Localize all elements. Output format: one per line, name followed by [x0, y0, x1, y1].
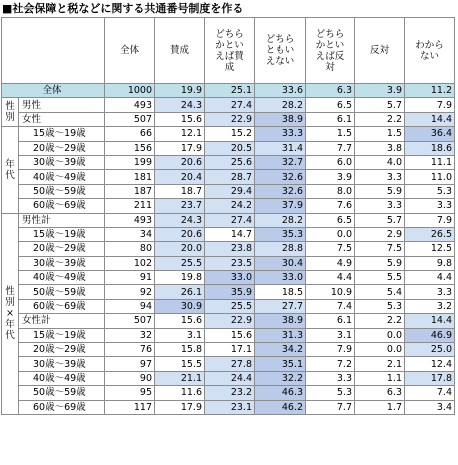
data-cell: 76 [105, 343, 155, 357]
data-cell: 4.0 [355, 155, 405, 169]
data-cell: 507 [105, 314, 155, 328]
data-cell: 18.6 [405, 141, 455, 155]
row-label: 20歳～29歳 [19, 343, 105, 357]
row-label: 20歳～29歳 [19, 141, 105, 155]
group-label-gender: 性 別 [2, 98, 19, 127]
data-cell: 15.8 [155, 343, 205, 357]
data-cell: 6.5 [306, 98, 355, 112]
data-cell: 24.2 [205, 199, 255, 213]
survey-table [1, 17, 455, 415]
data-cell: 46.9 [405, 328, 455, 342]
table-row [2, 386, 455, 400]
data-cell: 15.6 [155, 314, 205, 328]
data-cell: 19.9 [155, 84, 205, 98]
data-cell: 25.1 [205, 84, 255, 98]
table-row [2, 84, 455, 98]
data-cell: 6.3 [355, 386, 405, 400]
table-row [2, 271, 455, 285]
data-cell: 3.8 [355, 141, 405, 155]
data-cell: 12.1 [155, 127, 205, 141]
data-cell: 35.3 [255, 227, 306, 241]
data-cell: 33.6 [255, 84, 306, 98]
data-cell: 7.7 [306, 141, 355, 155]
data-cell: 493 [105, 98, 155, 112]
data-cell: 20.6 [155, 227, 205, 241]
data-cell: 28.8 [255, 242, 306, 256]
data-cell: 5.9 [355, 184, 405, 198]
data-cell: 17.1 [205, 343, 255, 357]
data-cell: 19.8 [155, 271, 205, 285]
data-cell: 18.7 [155, 184, 205, 198]
data-cell: 27.4 [205, 213, 255, 227]
data-cell: 2.1 [355, 357, 405, 371]
data-cell: 23.5 [205, 256, 255, 270]
data-cell: 32.6 [255, 184, 306, 198]
data-cell: 90 [105, 371, 155, 385]
data-cell: 24.4 [205, 371, 255, 385]
data-cell: 17.9 [155, 141, 205, 155]
row-label: 男性 [19, 98, 105, 112]
data-cell: 3.2 [405, 299, 455, 313]
data-cell: 25.5 [155, 256, 205, 270]
table-row [2, 98, 455, 112]
table-row [2, 343, 455, 357]
data-cell: 5.3 [355, 299, 405, 313]
data-cell: 1.7 [355, 400, 405, 414]
data-cell: 27.7 [255, 299, 306, 313]
data-cell: 92 [105, 285, 155, 299]
data-cell: 14.4 [405, 112, 455, 126]
data-cell: 507 [105, 112, 155, 126]
data-cell: 12.5 [405, 242, 455, 256]
data-cell: 3.3 [306, 371, 355, 385]
data-cell: 7.4 [405, 386, 455, 400]
data-cell: 15.5 [155, 357, 205, 371]
data-cell: 3.1 [306, 328, 355, 342]
row-label: 50歳～59歳 [19, 184, 105, 198]
table-row [2, 199, 455, 213]
data-cell: 66 [105, 127, 155, 141]
data-cell: 0.0 [306, 227, 355, 241]
data-cell: 3.1 [155, 328, 205, 342]
data-cell: 15.6 [205, 328, 255, 342]
data-cell: 2.2 [355, 112, 405, 126]
data-cell: 6.0 [306, 155, 355, 169]
data-cell: 3.9 [306, 170, 355, 184]
data-cell: 32.6 [255, 170, 306, 184]
data-cell: 199 [105, 155, 155, 169]
data-cell: 22.9 [205, 112, 255, 126]
data-cell: 6.1 [306, 112, 355, 126]
data-cell: 9.8 [405, 256, 455, 270]
data-cell: 31.3 [255, 328, 306, 342]
row-label: 全体 [2, 84, 105, 98]
header-corner [2, 18, 105, 84]
data-cell: 14.4 [405, 314, 455, 328]
data-cell: 5.5 [355, 271, 405, 285]
data-cell: 5.4 [355, 285, 405, 299]
data-cell: 7.5 [306, 242, 355, 256]
table-row [2, 141, 455, 155]
row-label: 30歳～39歳 [19, 155, 105, 169]
data-cell: 3.9 [355, 84, 405, 98]
data-cell: 1.5 [355, 127, 405, 141]
data-cell: 34 [105, 227, 155, 241]
data-cell: 26.5 [405, 227, 455, 241]
data-cell: 7.5 [355, 242, 405, 256]
data-cell: 12.4 [405, 357, 455, 371]
data-cell: 30.9 [155, 299, 205, 313]
row-label: 20歳～29歳 [19, 242, 105, 256]
data-cell: 3.3 [355, 170, 405, 184]
data-cell: 3.3 [355, 199, 405, 213]
row-label: 40歳～49歳 [19, 371, 105, 385]
table-row [2, 170, 455, 184]
row-label: 50歳～59歳 [19, 285, 105, 299]
data-cell: 29.4 [205, 184, 255, 198]
data-cell: 3.3 [405, 199, 455, 213]
table-row [2, 242, 455, 256]
data-cell: 4.4 [405, 271, 455, 285]
table-row [2, 256, 455, 270]
data-cell: 25.0 [405, 343, 455, 357]
data-cell: 10.9 [306, 285, 355, 299]
data-cell: 28.2 [255, 213, 306, 227]
data-cell: 0.0 [355, 343, 405, 357]
data-cell: 5.3 [405, 184, 455, 198]
data-cell: 4.4 [306, 271, 355, 285]
data-cell: 2.2 [355, 314, 405, 328]
data-cell: 32 [105, 328, 155, 342]
data-cell: 4.9 [306, 256, 355, 270]
data-cell: 11.1 [405, 155, 455, 169]
data-cell: 91 [105, 271, 155, 285]
row-label: 女性計 [19, 314, 105, 328]
data-cell: 35.9 [205, 285, 255, 299]
group-label-gender-age: 性 別 × 年 代 [2, 213, 19, 414]
row-label: 女性 [19, 112, 105, 126]
data-cell: 24.3 [155, 213, 205, 227]
col-header: 全体 [105, 18, 155, 84]
data-cell: 28.2 [255, 98, 306, 112]
col-header: どちら かとい えば反 対 [306, 18, 355, 84]
data-cell: 22.9 [205, 314, 255, 328]
data-cell: 30.4 [255, 256, 306, 270]
data-cell: 1.5 [306, 127, 355, 141]
col-header: どちら かとい えば賛 成 [205, 18, 255, 84]
data-cell: 24.3 [155, 98, 205, 112]
table-row [2, 400, 455, 414]
data-cell: 5.9 [355, 256, 405, 270]
data-cell: 7.7 [306, 400, 355, 414]
table-title: ■社会保障と税などに関する共通番号制度を作る [2, 2, 244, 15]
data-cell: 37.9 [255, 199, 306, 213]
col-header: 反対 [355, 18, 405, 84]
data-cell: 23.1 [205, 400, 255, 414]
group-label-age: 年 代 [2, 127, 19, 213]
data-cell: 1000 [105, 84, 155, 98]
table-row [2, 371, 455, 385]
table-row [2, 155, 455, 169]
data-cell: 6.5 [306, 213, 355, 227]
data-cell: 17.9 [155, 400, 205, 414]
data-cell: 3.4 [405, 400, 455, 414]
data-cell: 11.2 [405, 84, 455, 98]
col-header: どちら ともい えない [255, 18, 306, 84]
data-cell: 25.5 [205, 299, 255, 313]
data-cell: 117 [105, 400, 155, 414]
data-cell: 7.9 [405, 98, 455, 112]
data-cell: 156 [105, 141, 155, 155]
data-cell: 11.6 [155, 386, 205, 400]
data-cell: 35.1 [255, 357, 306, 371]
data-cell: 36.4 [405, 127, 455, 141]
data-cell: 25.6 [205, 155, 255, 169]
data-cell: 32.2 [255, 371, 306, 385]
table-row [2, 127, 455, 141]
data-cell: 34.2 [255, 343, 306, 357]
data-cell: 181 [105, 170, 155, 184]
data-cell: 97 [105, 357, 155, 371]
data-cell: 26.1 [155, 285, 205, 299]
data-cell: 31.4 [255, 141, 306, 155]
data-cell: 187 [105, 184, 155, 198]
data-cell: 94 [105, 299, 155, 313]
table-row [2, 184, 455, 198]
table-row [2, 227, 455, 241]
data-cell: 20.6 [155, 155, 205, 169]
row-label: 60歳～69歳 [19, 400, 105, 414]
col-header: 賛成 [155, 18, 205, 84]
data-cell: 1.1 [355, 371, 405, 385]
row-label: 15歳～19歳 [19, 227, 105, 241]
table-row [2, 357, 455, 371]
data-cell: 211 [105, 199, 155, 213]
table-row [2, 328, 455, 342]
row-label: 60歳～69歳 [19, 199, 105, 213]
data-cell: 80 [105, 242, 155, 256]
data-cell: 23.8 [205, 242, 255, 256]
row-label: 30歳～39歳 [19, 256, 105, 270]
data-cell: 38.9 [255, 112, 306, 126]
data-cell: 21.1 [155, 371, 205, 385]
data-cell: 33.0 [205, 271, 255, 285]
data-cell: 5.3 [306, 386, 355, 400]
data-cell: 5.7 [355, 213, 405, 227]
row-label: 15歳～19歳 [19, 328, 105, 342]
data-cell: 14.7 [205, 227, 255, 241]
row-label: 50歳～59歳 [19, 386, 105, 400]
table-body [2, 84, 455, 415]
data-cell: 0.0 [355, 328, 405, 342]
data-cell: 2.9 [355, 227, 405, 241]
table-row [2, 112, 455, 126]
data-cell: 23.7 [155, 199, 205, 213]
data-cell: 17.8 [405, 371, 455, 385]
data-cell: 6.1 [306, 314, 355, 328]
table-row [2, 299, 455, 313]
col-header: わから ない [405, 18, 455, 84]
data-cell: 23.2 [205, 386, 255, 400]
data-cell: 7.6 [306, 199, 355, 213]
data-cell: 15.2 [205, 127, 255, 141]
data-cell: 6.3 [306, 84, 355, 98]
data-cell: 102 [105, 256, 155, 270]
row-label: 40歳～49歳 [19, 271, 105, 285]
row-label: 男性計 [19, 213, 105, 227]
row-label: 40歳～49歳 [19, 170, 105, 184]
data-cell: 7.9 [405, 213, 455, 227]
data-cell: 20.5 [205, 141, 255, 155]
data-cell: 7.4 [306, 299, 355, 313]
table-row [2, 213, 455, 227]
data-cell: 3.3 [405, 285, 455, 299]
table-row [2, 285, 455, 299]
data-cell: 38.9 [255, 314, 306, 328]
row-label: 60歳～69歳 [19, 299, 105, 313]
table-row [2, 314, 455, 328]
data-cell: 95 [105, 386, 155, 400]
data-cell: 28.7 [205, 170, 255, 184]
data-cell: 27.4 [205, 98, 255, 112]
data-cell: 46.2 [255, 400, 306, 414]
data-cell: 493 [105, 213, 155, 227]
data-cell: 5.7 [355, 98, 405, 112]
data-cell: 46.3 [255, 386, 306, 400]
data-cell: 27.8 [205, 357, 255, 371]
data-cell: 7.9 [306, 343, 355, 357]
data-cell: 20.4 [155, 170, 205, 184]
data-cell: 18.5 [255, 285, 306, 299]
header-row [2, 18, 455, 84]
data-cell: 15.6 [155, 112, 205, 126]
data-cell: 33.0 [255, 271, 306, 285]
data-cell: 32.7 [255, 155, 306, 169]
data-cell: 7.2 [306, 357, 355, 371]
row-label: 15歳～19歳 [19, 127, 105, 141]
data-cell: 11.0 [405, 170, 455, 184]
row-label: 30歳～39歳 [19, 357, 105, 371]
data-cell: 20.0 [155, 242, 205, 256]
data-cell: 8.0 [306, 184, 355, 198]
data-cell: 33.3 [255, 127, 306, 141]
